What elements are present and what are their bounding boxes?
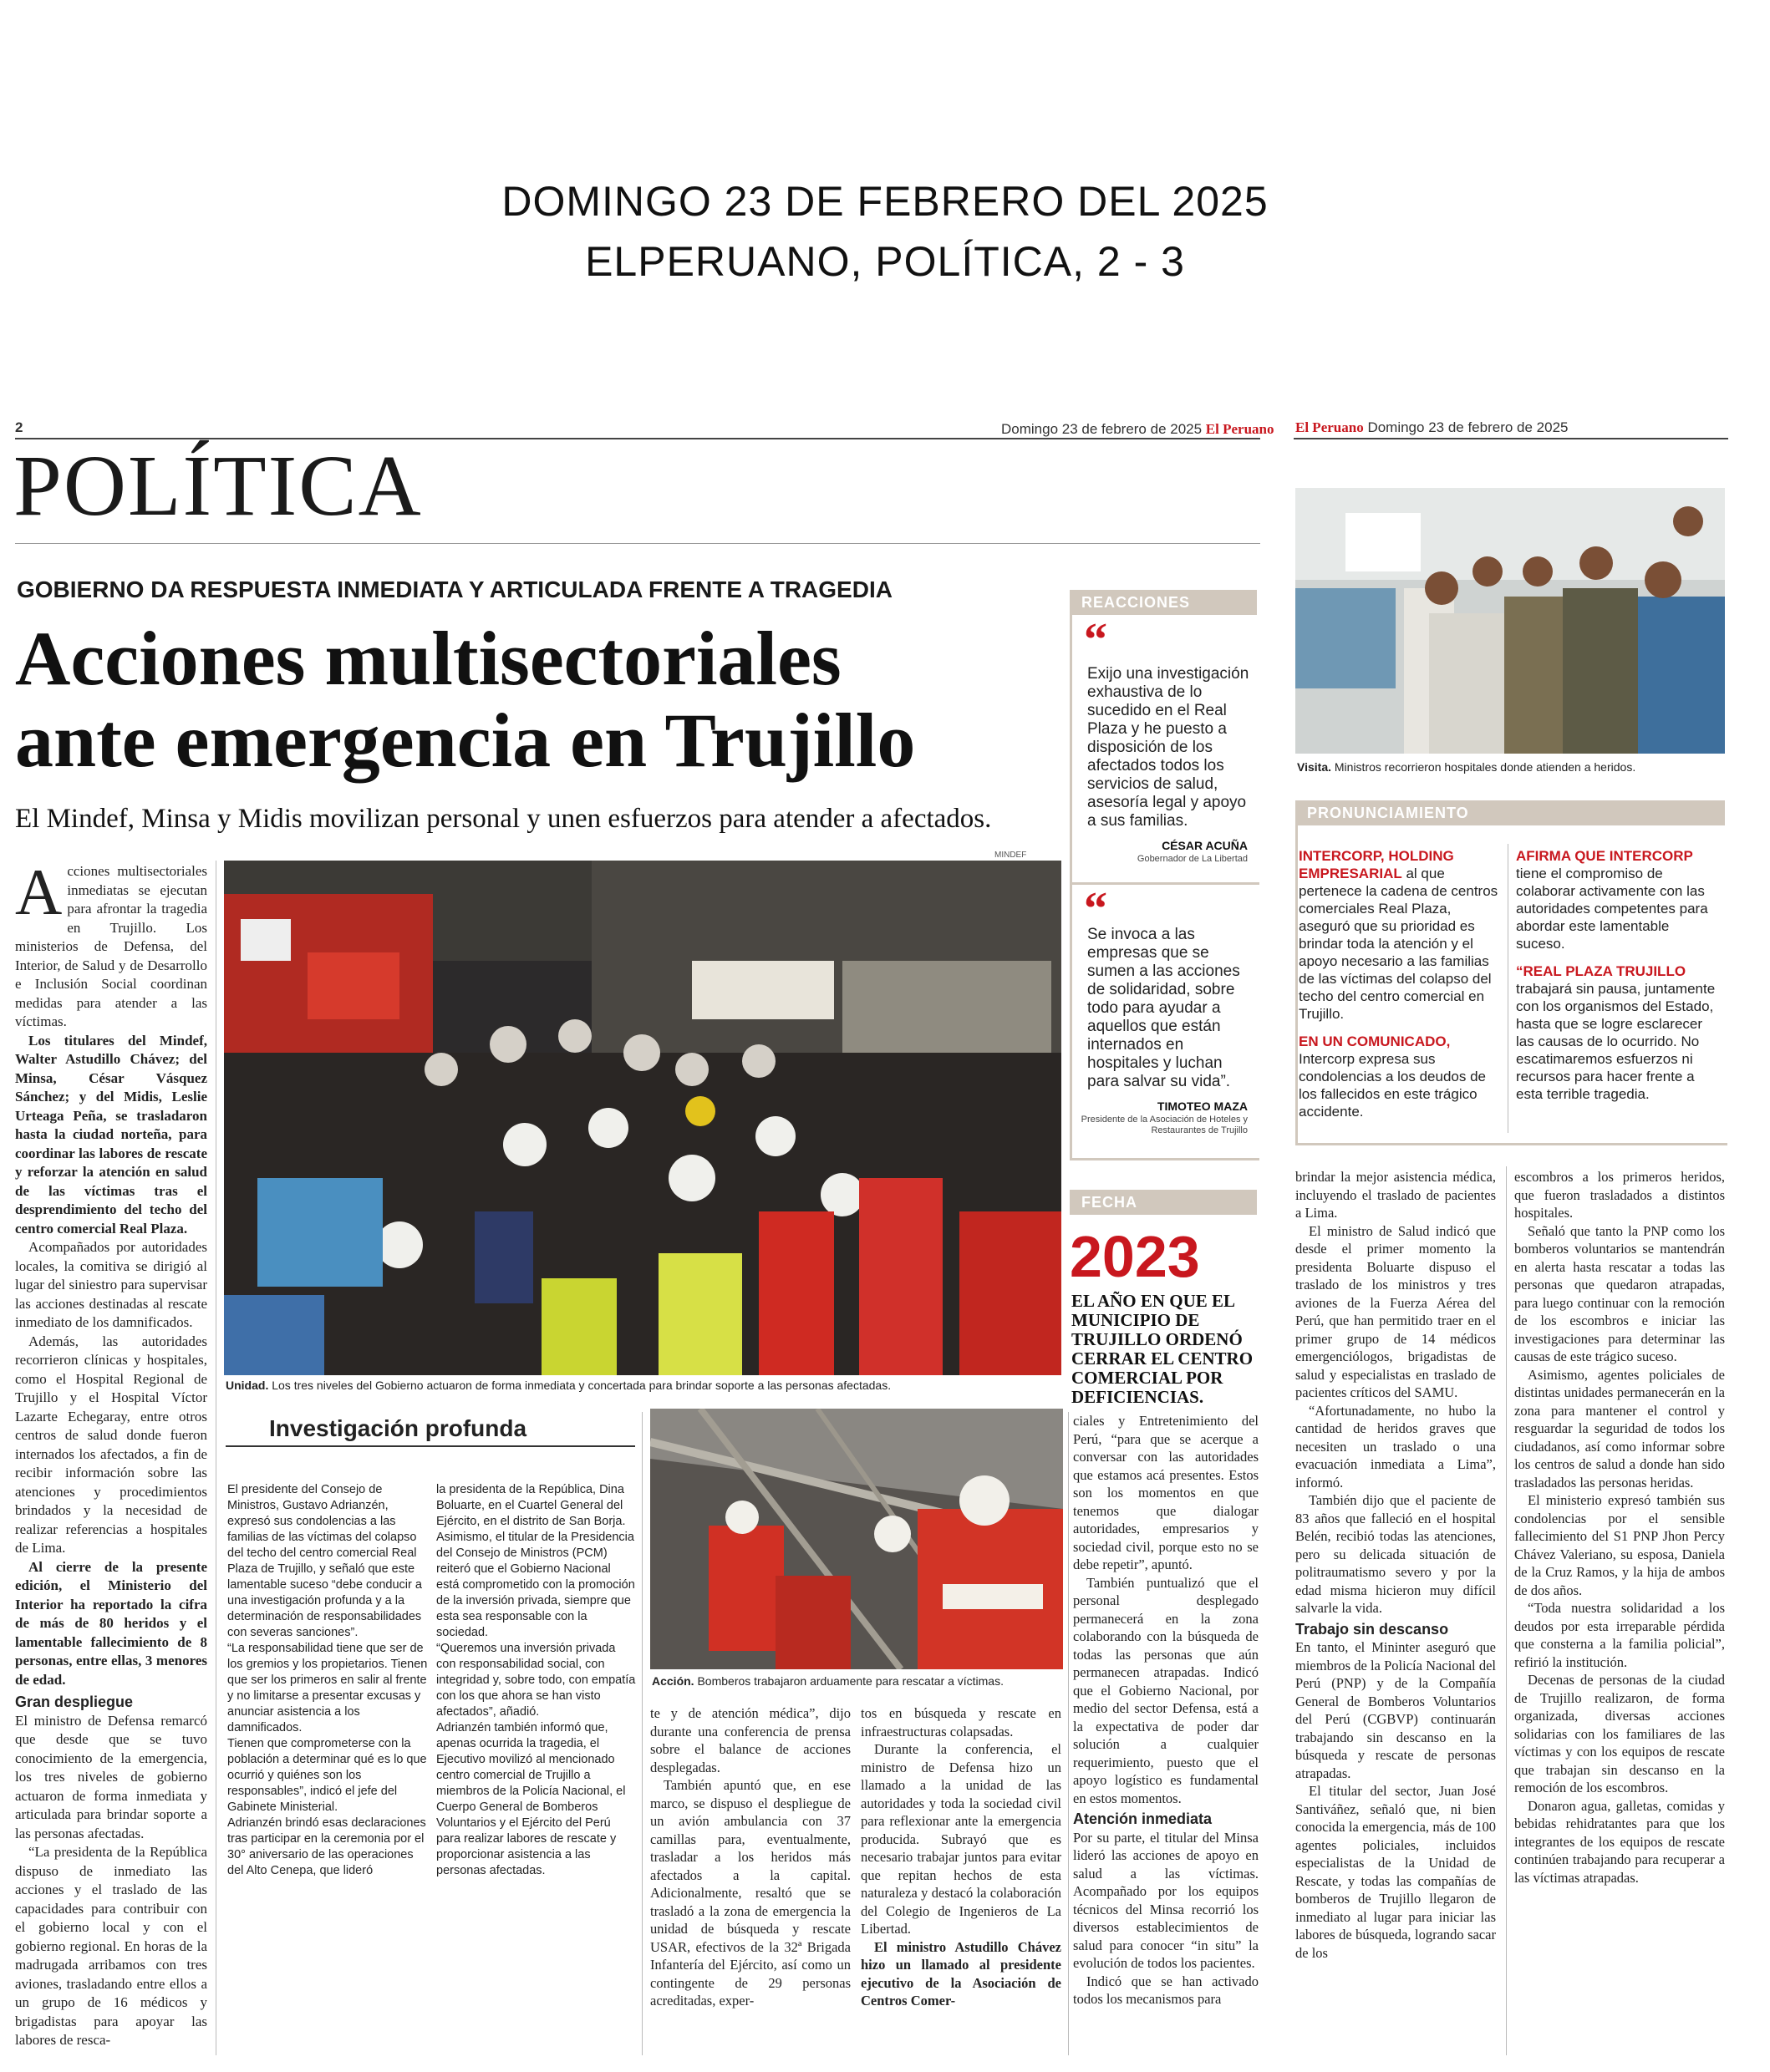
quote-icon: “ bbox=[1084, 883, 1107, 935]
reaction-quote-1: “ Exijo una investigación exhaustiva de lo sucedido en el Real Plaza y he puesto a disposición de los afectados todos los servicios de salud, asesoría legal y apoyo a sus familias. CÉSAR ACUÑA Gobernador de La Libertad bbox=[1070, 615, 1259, 885]
photo3-caption: Visita. Ministros recorrieron hospitales donde atienden a heridos. bbox=[1297, 760, 1636, 774]
dropcap: A bbox=[15, 856, 63, 928]
box-title: Investigación profunda bbox=[269, 1415, 527, 1441]
box-header bbox=[226, 1412, 635, 1447]
page2-date: Domingo 23 de febrero de 2025 El Peruano bbox=[1001, 421, 1274, 437]
fecha-text: EL AÑO EN QUE EL MUNICIPIO DE TRUJILLO ORDENÓ CERRAR EL CENTRO COMERCIAL POR DEFICIENCIAS. bbox=[1071, 1291, 1254, 1407]
page3-col2: escombros a los primeros heridos, que fueron trasladados a distintos hospitales. Señaló que tanto la PNP como los bomberos voluntarios se mantendrán en alerta hasta rescatar a todas las personas que quedaron atrapadas, para luego continuar con la remoción de los escombros e iniciar las investigaciones para determinar las causas de este trágico suceso. Asimismo, agentes policiales de distintas unidades permanecerán en la zona para mantener el control y resguardar la seguridad de todos los ciudadanos, así como informar sobre los centros de salud a donde han sido trasladados las personas heridas. El ministerio expresó también sus condolencias por el sensible fallecimiento del S1 PNP Jhon Percy Chávez Valeriano, su esposa, Daniela de la Cruz Ramos, y la hija de ambos de dos años. “Toda nuestra solidaridad a los deudos por esta irreparable pérdida que consterna a la familia policial”, refirió la institución. Decenas de personas de la ciudad de Trujillo realizaron, de forma organizada, diversas acciones solidarias con los familiares de las víctimas y con los equipos de rescate que trabajan sin descanso en la remoción de los escombros. Donaron agua, galletas, comidas y bebidas rehidratantes para que los integrantes de los equipos de rescate continúen trabajando para recuperar a las víctimas atrapadas. bbox=[1514, 1169, 1725, 1886]
article-col-side: ciales y Entretenimiento del Perú, “para que se acerque a conversar con las autoridades que estamos acá presentes. Estos son los momentos en que tenemos que dialogar autoridades, empresarios y sociedad civil, porque esto no se debe repetir”, apuntó. También puntualizó que el personal desplegado permanecerá en la zona colaborando con la búsqueda de todas las personas que aún permanecen atrapadas. Indicó que el Gobierno Nacional, por medio del sector Defensa, está a la expectativa de poder dar solución a cualquier requerimiento, puesto que el apoyo logístico es fundamental en estos momentos. Atención inmediata Por su parte, el titular del Minsa lideró las acciones de apoyo en salud a las víctimas. Acompañado por los equipos técnicos del Minsa recorrió los diversos establecimientos de salud para conocer “in situ” la evolución de todos los pacientes. Indicó que se han activado todos los mecanismos para bbox=[1073, 1413, 1259, 2007]
box-col1: El presidente del Consejo de Ministros, Gustavo Adrianzén, expresó sus condolencias a las familias de las víctimas del colapso del techo del centro comercial Real Plaza de Trujillo, y señaló que este lamentable suceso “debe conducir a una investigación profunda y a la determinación de responsabilidades con severas sanciones”. “La responsabilidad tiene que ser de los gremios y los propietarios. Tienen que ser los primeros en salir al frente y no limitarse a presentar excusas y anunciar asistencia a los damnificados. Tienen que comprometerse con la población a determinar qué es lo que ocurrió y quiénes son los responsables”, indicó el jefe del Gabinete Ministerial. Adrianzén brindó esas declaraciones tras participar en la ceremonia por el 30° aniversario de las operaciones del Alto Cenepa, que lideró bbox=[227, 1483, 428, 1877]
headline-line1: Acciones multisectoriales bbox=[15, 616, 842, 701]
page3-col1: brindar la mejor asistencia médica, incluyendo el traslado de pacientes a Lima. El ministro de Salud indicó que desde el primer momento la presidenta Boluarte dispuso el traslado de los ministros y tres aviones de la Fuerza Aérea del Perú, que han permitido traer en el primer grupo de 14 médicos emergenciólogos, brigadistas de salud y especialistas en traslado de pacientes críticos del SAMU. “Afortunadamente, no hubo la cantidad de heridos graves que necesiten un traslado o una evacuación inmediata a Lima”, informó. También dijo que el paciente de 83 años que falleció en el hospital Belén, recibió todas las atenciones, pero su delicada situación de politraumatismo severo y por la edad misma hicieron muy difícil salvarle la vida. Trabajo sin descanso En tanto, el Mininter aseguró que miembros de la Policía Nacional del Perú (PNP) y de la Compañía General de Bomberos Voluntarios del Perú (CGBVP) continuarán trabajando sin descanso en la búsqueda y rescate de personas atrapadas. El titular del sector, Juan José Santiváñez, señaló que, ni bien conocida la emergencia, más de 100 agentes policiales, incluidos especialistas de la Unidad de Rescate, y todas las compañías de bomberos de Trujillo llegaron de inmediato al lugar para iniciar las labores de búsqueda, logrando sacar de los bbox=[1295, 1169, 1496, 1961]
article-col1: Acciones multisectoriales inmediatas se ejecutan para afrontar la tragedia en Trujillo. Los ministerios de Defensa, del Interior, de Salud y de Desarrollo e Inclusión Social coordinan medidas para atender a las víctimas. Los titulares del Mindef, Walter Astudillo Chávez; del Minsa, César Vásquez Sánchez; y del Midis, Leslie Urteaga Peña, se trasladaron hasta la ciudad norteña, para coordinar las labores de rescate y reforzar la atención en salud de las víctimas tras el desprendimiento del techo del centro comercial Real Plaza. Acompañados por autoridades locales, la comitiva se dirigió al lugar del siniestro para supervisar las acciones destinadas al rescate inmediato de los damnificados. Además, las autoridades recorrieron clínicas y hospitales, como el Hospital Regional de Trujillo y el Hospital Víctor Lazarte Echegaray, entre otros centros de salud donde fueron internados los afectados, a fin de recibir información sobre las atenciones y procedimientos brindados y la necesidad de realizar referencias a hospitales de Lima. Al cierre de la presente edición, el Ministerio del Interior ha reportado la cifra de más de 80 heridos y el lamentable fallecimiento de 8 personas, entre ellas, 3 menores de edad. Gran despliegue El ministro de Defensa remarcó que desde que se tuvo conocimiento de la emergencia, los tres niveles de gobierno actuaron de forma inmediata y articulada para brindar soporte a las personas afectadas. “La presidenta de la República dispuso de inmediato las acciones y el traslado de las capacidades para contribuir con el gobierno local y con el gobierno regional. En horas de la madrugada arribamos con tres aviones, trasladando entre ellos a un grupo de 16 médicos y brigadistas para apoyar las labores de resca- bbox=[15, 856, 207, 2048]
kicker: GOBIERNO DA RESPUESTA INMEDIATA Y ARTICULADA FRENTE A TRAGEDIA bbox=[17, 576, 893, 602]
page-number: 2 bbox=[15, 419, 23, 435]
page3-top-rule bbox=[1294, 438, 1728, 439]
article-col-mid2: tos en búsqueda y rescate en infraestructuras colapsadas. Durante la conferencia, el ministro de Defensa hizo un llamado a la unidad de las autoridades y toda la sociedad civil para reflexionar ante la emergencia producida. Subrayó que es necesario trabajar juntos para evitar que repitan hechos de esta naturaleza y destacó la colaboración del Colegio de Ingenieros de La Libertad. El ministro Astudillo Chávez hizo un llamado al presidente ejecutivo de la Asociación de Centros Comer- bbox=[861, 1705, 1061, 2009]
visit-photo bbox=[1295, 488, 1725, 754]
reacciones-header: REACCIONES bbox=[1070, 590, 1257, 615]
quote-icon: “ bbox=[1084, 614, 1107, 666]
pronunciamiento-header: PRONUNCIAMIENTO bbox=[1295, 800, 1725, 825]
deck: El Mindef, Minsa y Midis movilizan personal y unen esfuerzos para atender a afectados. bbox=[15, 804, 992, 834]
brand-logo: El Peruano bbox=[1205, 421, 1274, 437]
photo2-caption: Acción. Bomberos trabajaron arduamente para rescatar a víctimas. bbox=[652, 1674, 1004, 1688]
pronunciamiento-col1: INTERCORP, HOLDING EMPRESARIAL al que pertenece la cadena de centros comerciales Real Plaza, aseguró que su prioridad es brindar toda la atención y el apoyo necesario a las familias de las víctimas del colapso del techo del centro comercial en Trujillo. EN UN COMUNICADO, Intercorp expresa sus condolencias a los deudos de los fallecidos en este trágico accidente. bbox=[1299, 848, 1498, 1120]
main-photo bbox=[224, 861, 1061, 1375]
section-rule bbox=[15, 543, 1260, 544]
headline-line2: ante emergencia en Trujillo bbox=[15, 698, 916, 783]
subhead-gran-despliegue: Gran despliegue bbox=[15, 1694, 134, 1710]
subhead-atencion: Atención inmediata bbox=[1073, 1810, 1213, 1827]
document-date-line: DOMINGO 23 DE FEBRERO DEL 2025 bbox=[501, 178, 1269, 225]
pronunciamiento-col2: AFIRMA QUE INTERCORP tiene el compromiso de colaborar activamente con las autoridades competentes para abordar este lamentable suceso. “REAL PLAZA TRUJILLO trabajará sin pausa, juntamente con los organismos del Estado, hasta que se logre esclarecer las causas de lo ocurrido. No escatimaremos esfuerzos ni recursos para hacer frente a esta terrible tragedia. bbox=[1516, 848, 1716, 1102]
fecha-header: FECHA bbox=[1070, 1190, 1257, 1215]
brand-logo: El Peruano bbox=[1295, 419, 1364, 435]
article-col-mid1: te y de atención médica”, dijo durante una conferencia de prensa sobre el balance de acciones desplegadas. También apuntó que, en ese marco, se dispuso el despliegue de un avión ambulancia con 37 camillas para, eventualmente, trasladar a los heridos más afectados a la capital. Adicionalmente, resaltó que se trasladó a la zona de emergencia la unidad de búsqueda y rescate USAR, efectivos de la 32ª Brigada Infantería del Ejército, así como un contingente de 29 personas acreditadas, exper- bbox=[650, 1705, 851, 2009]
section-title: POLÍTICA bbox=[13, 438, 423, 534]
document-source-line: ELPERUANO, POLÍTICA, 2 - 3 bbox=[585, 238, 1185, 285]
page3-date: El Peruano Domingo 23 de febrero de 2025 bbox=[1295, 419, 1569, 435]
rescue-photo bbox=[650, 1409, 1063, 1669]
photo-credit: MINDEF bbox=[994, 851, 1027, 860]
subhead-trabajo: Trabajo sin descanso bbox=[1295, 1620, 1449, 1638]
reaction-quote-2: “ Se invoca a las empresas que se sumen a las acciones de solidaridad, sobre todo para ayudar a aquellos que están internados en hospitales y luchan para salvar su vida”. TIMOTEO MAZA Presidente de la Asociación de Hoteles y Restaurantes de Trujillo bbox=[1070, 882, 1259, 1160]
fecha-year: 2023 bbox=[1070, 1224, 1200, 1289]
box-col2: la presidenta de la República, Dina Boluarte, en el Cuartel General del Ejército, en el distrito de San Borja. Asimismo, el titular de la Presidencia del Consejo de Ministros (PCM) reiteró que el Gobierno Nacional está comprometido con la promoción de la inversión privada, siempre que esta sea responsable con la sociedad. “Queremos una inversión privada con responsabilidad social, con integridad y, sobre todo, con empatía con los que ahora se han visto afectados”, añadió. Adrianzén también informó que, apenas ocurrida la tragedia, el Ejecutivo movilizó al mencionado centro comercial de Trujillo a miembros de la Policía Nacional, el Cuerpo General de Bomberos Voluntarios y el Ejército del Perú para realizar labores de rescate y proporcionar asistencia a las personas afectadas. bbox=[436, 1483, 636, 1877]
photo1-caption: Unidad. Los tres niveles del Gobierno actuaron de forma inmediata y concertada para brindar soporte a las personas afectadas. bbox=[226, 1379, 892, 1392]
